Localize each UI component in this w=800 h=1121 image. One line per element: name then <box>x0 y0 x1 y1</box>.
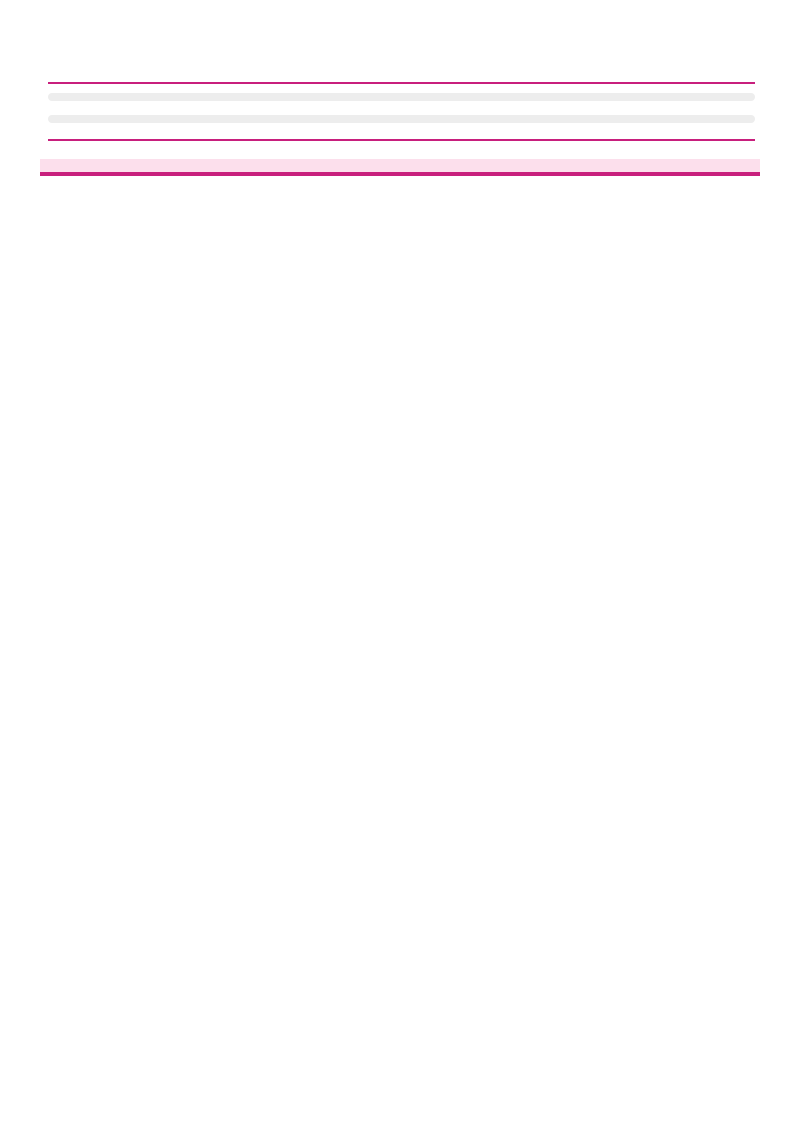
locations-section <box>48 82 755 123</box>
staff-section <box>48 139 755 152</box>
footer <box>40 159 760 176</box>
locations-title-rule <box>48 82 755 84</box>
main-building-panel <box>48 93 755 101</box>
staff-title-rule <box>48 139 755 141</box>
education-building-panel <box>48 115 755 123</box>
